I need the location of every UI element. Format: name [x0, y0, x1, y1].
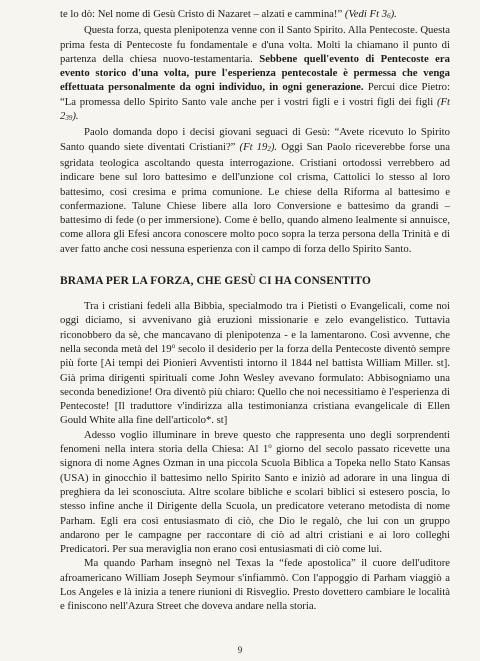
bible-reference: (Vedi Ft $3_6$). [344, 8, 397, 20]
paragraph-seymour [60, 556, 450, 613]
paragraph-paul [60, 125, 450, 256]
paragraph-continuation [60, 7, 450, 23]
paragraph-text: Questa forza, questa plenipotenza venne con il Santo Spirito. Alla Pentecoste. Questa prima festa di Pentecoste fu fondamentale e d'una volta. Molti la chiamano il punto di partenza della chiesa nuovo-testamentaria. [60, 24, 450, 65]
paragraph-text: Percui dice Pietro: “La promessa dello Spirito Santo vale anche per i vostri figli e i vostri figli dei figli [60, 81, 450, 108]
paragraph-text: te lo dò: Nel nome di Gesù Cristo di Nazaret – alzati e cammina!” [60, 8, 345, 20]
paragraph-text: Ma quando Parham insegnò nel Texas la “fede apostolica” il cuore dell'uditore afroamericano William Joseph Seymour s'infiammò. Con l'appoggio di Parham viaggiò a Los Angeles e là inizia a tenere riunioni di Risveglio. Presto dovettero cambiare le località e finiscono nell'Azura Street che doveva andare nella storia. [60, 557, 450, 613]
paragraph-text: secolo il desiderio per la forza della Pentecoste diventò sempre più forte [Ai tempi dei Pionieri Avventisti intorno il 1844 nel battista William Miller. st]. Già prima dirigenti spirituali come John Wesley avevano formulato: Abbisogniamo una seconda benedizione! Ora diventò più chiaro: Quello che noi necessitiamo è l'esperienza di Pentecoste! [Il traduttore v'indirizza alla testimonianza cristiana evangelicale di Ellen Gould White alla fine dell'articolo*. st] [60, 342, 450, 427]
page-number: 9 [237, 645, 243, 655]
paragraph-pietists: Tra i cristiani fedeli alla Bibbia, specialmodo tra i Pietisti o Evangelicali, come noi oggi diciamo, si avvenivano già eruzioni missionarie e zelo evangelistico. Tuttavia riconobbero da sè, che mancavano di plenipotenza - e la lamentarono. Così avvenne, che nella seconda metà del 19$^o$ secolo il desiderio per la forza della Pentecoste diventò sempre più forte [Ai tempi dei Pionieri Avventisti intorno il 1844 nel battista William Miller. st]. Già prima dirigenti spirituali come John Wesley avevano formulato: Abbisogniamo una seconda benedizione! Ora diventò più chiaro: Quello che noi necessitiamo è l'esperienza di Pentecoste! [Il traduttore v'indirizza alla testimonianza cristiana evangelicale di Ellen Gould White alla fine dell'articolo*. st] [60, 300, 450, 427]
bold-statement: Sebbene quell'evento di Pentecoste era evento storico d'una volta, pure l'esperienza pentecostale è permessa che venga effettuata personalmente da ogni individuo, in ogni generazione. [60, 52, 450, 94]
paragraph-ozman: Adesso voglio illuminare in breve questo che rappresenta uno degli sorprendenti fenomeni nella intera storia della Chiesa: Al 1$^o$ giorno del secolo passato ricevette una signora di nome Agnes Ozman in una piccola Scuola Biblica a Topeka nello Stato Kansas (USA) in ginocchio il battesimo nello Spirito Santo e iniziò ad adorare in una lingua di preghiera da lei sconosciuta. Altre scolare bibliche e scolari biblici si estesero poscia, lo stesso infine anche il Dirigente della Scuola, un predicatore veterano metodista di nome Parham. Egli era così entusiasmato di ciò, che Dio le regalò, che lui con un gruppo andarono per le campagne per raccontare di ciò ad altri cristiani e ai loro colleghi Predicatori. Per sua meraviglia non erano così entusiasmati di ciò come lui. [60, 428, 450, 556]
paragraph-text: Tra i cristiani fedeli alla Bibbia, specialmodo tra i Pietisti o Evangelicali, come noi oggi diciamo, si avvenivano già eruzioni missionarie e zelo evangelistico. Tuttavia riconobbero da sè, che mancavano di plenipotenza - e la lamentarono. Così avvenne, che nella seconda metà del 19 [60, 300, 450, 355]
paragraph-pentecost [60, 23, 450, 125]
paragraph-text: Adesso voglio illuminare in breve questo che rappresenta uno degli sorprendenti fenomeni nella intera storia della Chiesa: Al 1 [60, 428, 450, 456]
paragraph-text: giorno del secolo passato ricevette una signora di nome Agnes Ozman in una piccola Scuola Biblica a Topeka nello Stato Kansas (USA) in ginocchio il battesimo nello Spirito Santo e iniziò ad adorare in una lingua di preghiera da lei sconosciuta. Altre scolare bibliche e scolari biblici si estesero poscia, lo stesso infine anche il Dirigente della Scuola, un predicatore veterano metodista di nome Parham. Egli era così entusiasmato di ciò, che Dio le regalò, che lui con un gruppo andarono per le campagne per raccontare di ciò ad altri cristiani e ai loro colleghi Predicatori. Per sua meraviglia non erano così entusiasmati di ciò come lui. [60, 443, 450, 556]
section-heading: BRAMA PER LA FORZA, CHE GESÙ CI HA CONSENTITO [60, 275, 371, 288]
paragraph-text: Oggi San Paolo riceverebbe forse una sgridata teologica ascoltando questa interrogazione. Cristiani ortodossi verrebbero ad indicare bene sul loro battesimo e dell'unzione col crisma, Cattolici lo stesso al loro battesimo, così cresima e prima comunione. Le chiese della Riforma al battesimo e confermazione. Talune Chiese libere alla loro Conversione e battesimo da grandi – battesimo di fede (o per immersione). Come è bello, quando almeno lealmente si annuisce, come allora gli Efesi ancora conoscere molto poco sopra la terza persona della Trinità e di aver fatto anche così nessuna esperienza con il campo di forza dello Spirito Santo. [60, 140, 451, 255]
bible-reference: (Ft $19_2$). [239, 140, 278, 153]
paragraph-text: Paolo domanda dopo i decisi giovani seguaci di Gesù: “Avete ricevuto lo Spirito Santo quando siete diventati Cristiani?” [60, 126, 450, 153]
bible-reference: (Ft $2_{39}$). [60, 95, 450, 123]
